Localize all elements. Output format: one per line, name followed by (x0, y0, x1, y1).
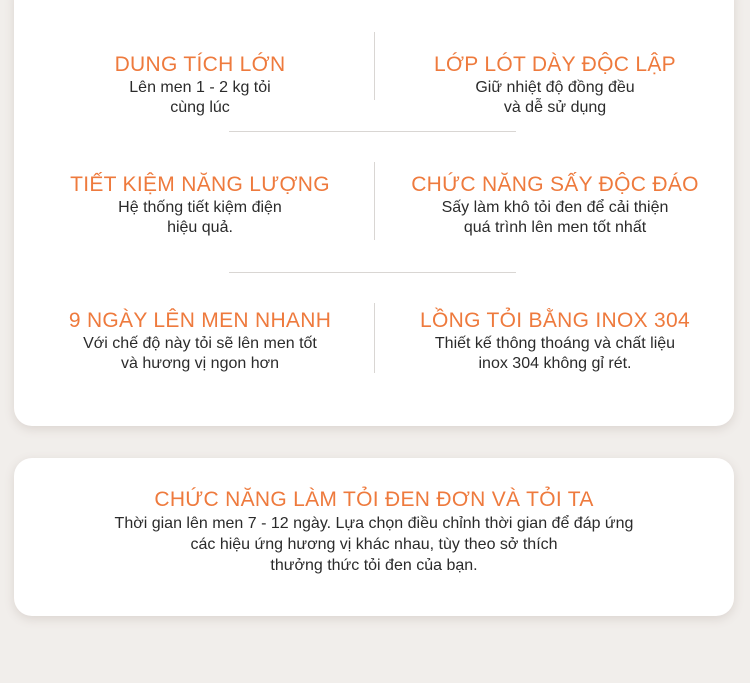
feature-title: LỚP LÓT DÀY ĐỘC LẬP (434, 53, 676, 76)
feature-drying (390, 172, 720, 238)
highlight-description: Thời gian lên men 7 - 12 ngày. Lựa chọn điều chỉnh thời gian để đáp ứng các hiệu ứng hương vị khác nhau, tùy theo sở thích thưởng thức tỏi đen của bạn. (114, 515, 634, 574)
row-divider (229, 272, 516, 273)
column-divider (374, 32, 375, 100)
row-divider (229, 131, 516, 132)
feature-description: Sấy làm khô tỏi đen để cải thiện quá trình lên men tốt nhất (441, 199, 669, 236)
feature-fast-fermentation (35, 308, 365, 374)
feature-energy-saving (35, 172, 365, 238)
feature-title: TIẾT KIỆM NĂNG LƯỢNG (70, 173, 330, 196)
feature-inox-basket (390, 308, 720, 374)
feature-description: Với chế độ này tỏi sẽ lên men tốt và hương vị ngon hơn (83, 335, 317, 372)
column-divider (374, 303, 375, 373)
feature-description: Hệ thống tiết kiệm điện hiệu quả. (118, 199, 282, 236)
column-divider (374, 162, 375, 240)
feature-description: Lên men 1 - 2 kg tỏi cùng lúc (129, 79, 271, 116)
feature-title: CHỨC NĂNG SẤY ĐỘC ĐÁO (411, 173, 699, 196)
feature-capacity (35, 52, 365, 118)
feature-title: LỒNG TỎI BẰNG INOX 304 (420, 309, 690, 332)
feature-title: DUNG TÍCH LỚN (114, 53, 286, 76)
feature-description: Thiết kế thông thoáng và chất liệu inox 304 không gỉ rét. (434, 335, 676, 372)
feature-black-garlic-modes (14, 487, 734, 576)
feature-lining (390, 52, 720, 118)
highlight-title: CHỨC NĂNG LÀM TỎI ĐEN ĐƠN VÀ TỎI TA (154, 488, 594, 511)
feature-title: 9 NGÀY LÊN MEN NHANH (68, 309, 332, 332)
feature-description: Giữ nhiệt độ đồng đều và dễ sử dụng (475, 79, 635, 116)
